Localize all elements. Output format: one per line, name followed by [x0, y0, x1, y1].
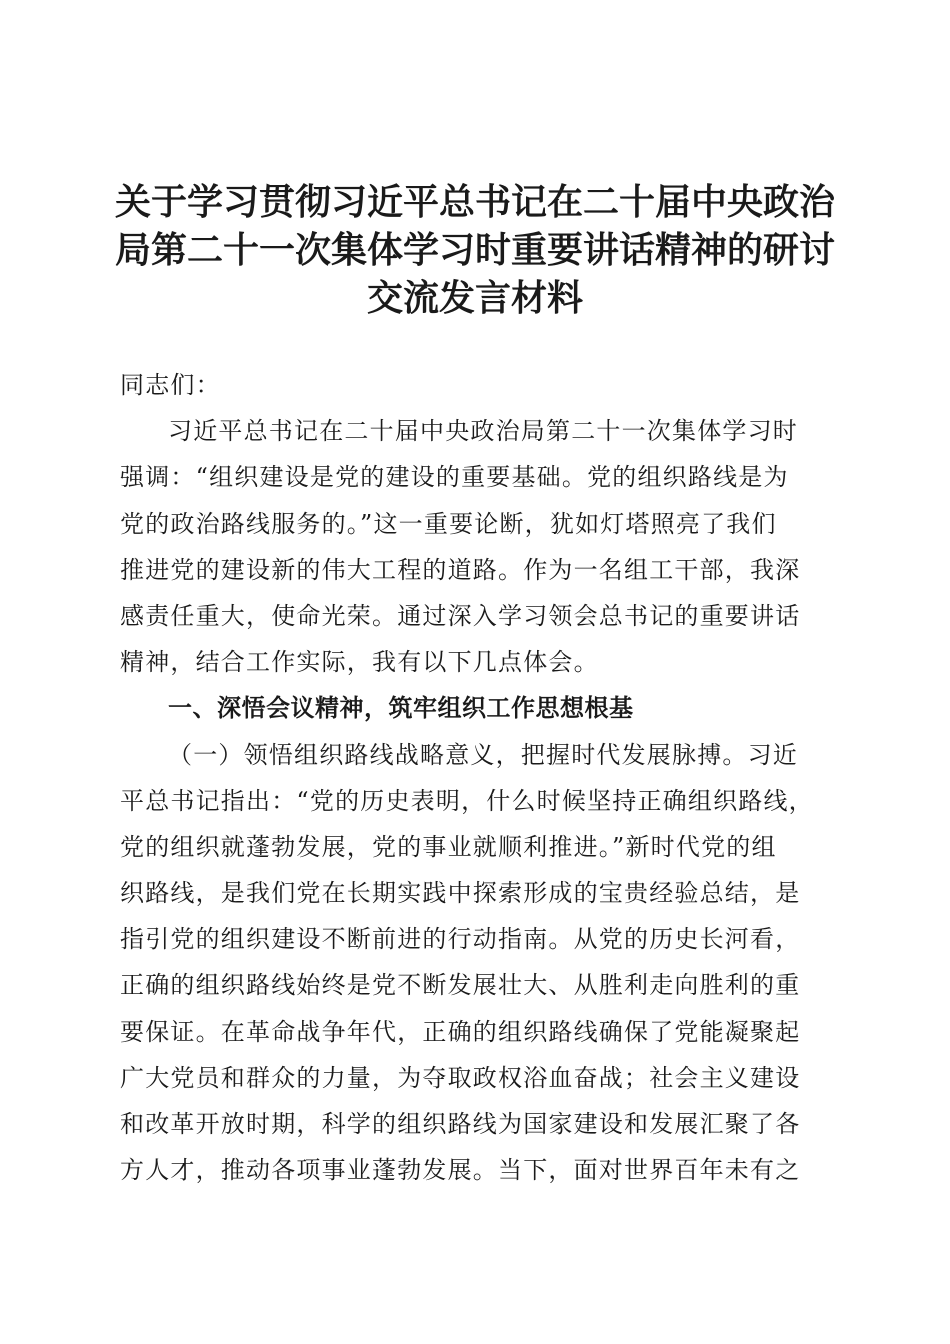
subsection-1-paragraph: [120, 732, 840, 1194]
sub1-line-7: 要保证。在革命战争年代，正确的组织路线确保了党能凝聚起: [120, 1017, 801, 1046]
sub1-line-9: 和改革开放时期，科学的组织路线为国家建设和发展汇聚了各: [120, 1110, 801, 1138]
intro-line-5: 感责任重大，使命光荣。通过深入学习领会总书记的重要讲话: [120, 601, 801, 630]
sub1-line-5: 指引党的组织建设不断前进的行动指南。从党的历史长河看，: [120, 925, 801, 954]
salutation: 同志们：: [120, 371, 221, 399]
intro-line-4: 推进党的建设新的伟大工程的道路。作为一名组工干部，我深: [120, 555, 801, 584]
sub1-line-10: 方人才，推动各项事业蓬勃发展。当下，面对世界百年未有之: [120, 1156, 801, 1185]
sub1-line-6: 正确的组织路线始终是党不断发展壮大、从胜利走向胜利的重: [120, 971, 801, 1000]
intro-paragraph: [120, 408, 840, 685]
section-1-heading: 一、深悟会议精神，筑牢组织工作思想根基: [168, 694, 634, 723]
sub1-line-2: 平总书记指出：“党的历史表明，什么时候坚持正确组织路线，: [120, 786, 814, 815]
intro-line-2: 强调：“组织建设是党的建设的重要基础。党的组织路线是为: [120, 463, 789, 492]
sub1-line-4: 织路线，是我们党在长期实践中探索形成的宝贵经验总结，是: [120, 879, 801, 908]
sub1-line-1: （一）领悟组织路线战略意义，把握时代发展脉搏。习近: [168, 740, 798, 769]
title-line-1: 关于学习贯彻习近平总书记在二十届中央政治: [114, 181, 835, 223]
title-line-3: 交流发言材料: [366, 277, 583, 319]
sub1-line-3: 党的组织就蓬勃发展，党的事业就顺利推进。”新时代党的组: [120, 832, 777, 861]
title-line-2: 局第二十一次集体学习时重要讲话精神的研讨: [114, 229, 835, 271]
sub1-line-8: 广大党员和群众的力量，为夺取政权浴血奋战；社会主义建设: [120, 1063, 801, 1092]
intro-line-3: 党的政治路线服务的。”这一重要论断，犹如灯塔照亮了我们: [120, 509, 777, 538]
intro-line-1: 习近平总书记在二十届中央政治局第二十一次集体学习时: [168, 417, 798, 446]
intro-line-6: 精神，结合工作实际，我有以下几点体会。: [120, 648, 599, 677]
document-body: [120, 362, 840, 1193]
document-title: [100, 178, 850, 322]
